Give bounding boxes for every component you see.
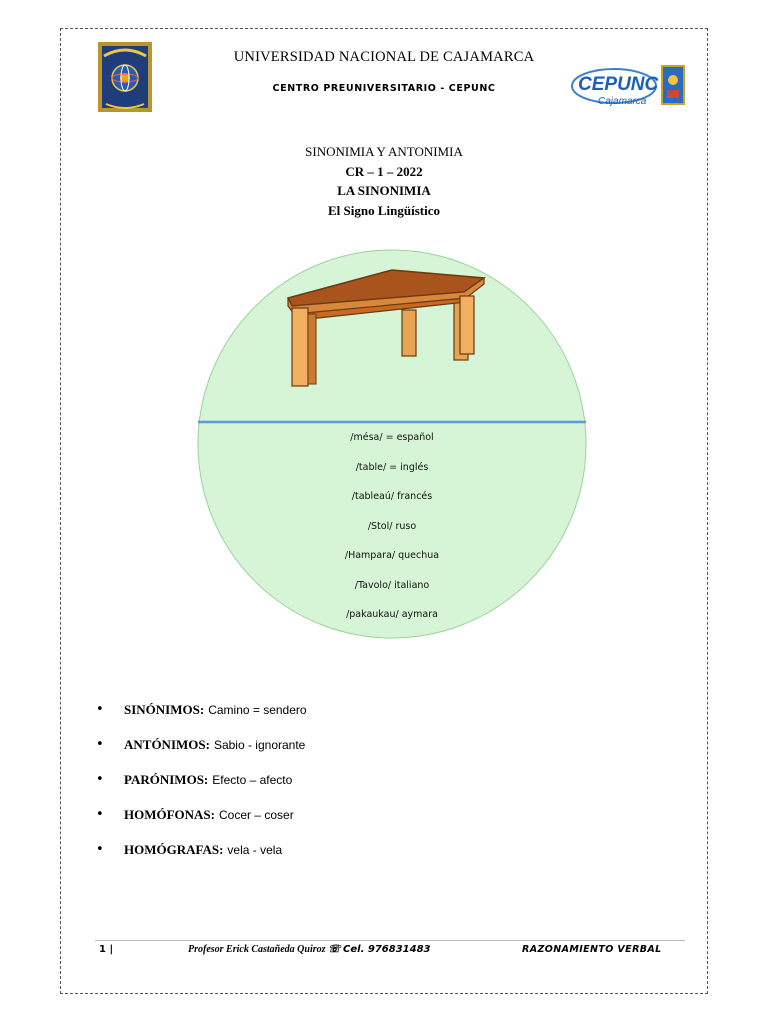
term-label: ANTÓNIMOS: [124,737,210,752]
title-line-2: CR – 1 – 2022 [345,163,423,179]
term-label: PARÓNIMOS: [124,772,209,787]
university-name: UNIVERSIDAD NACIONAL DE CAJAMARCA [233,49,535,65]
terms-list [96,702,616,877]
phone-icon: ☏ [328,944,344,955]
word-item: /Hampara/ quechua [344,550,440,561]
document-titles [234,142,534,220]
cepunc-logo-subtext: Cajamarca [598,96,647,107]
term-example: Sabio - ignorante [213,738,306,752]
term-example: Efecto – afecto [212,773,293,787]
term-example: Camino = sendero [208,703,307,717]
list-item [96,807,616,842]
word-item: /mésa/ = español [350,432,434,443]
word-item: /pakaukau/ aymara [346,609,438,620]
word-list [196,430,588,637]
title-line-3: LA SINONIMIA [337,183,431,198]
list-item [96,702,616,737]
word-item: /Stol/ ruso [367,520,417,532]
page-number: 1 | [99,944,114,955]
center-name: CENTRO PREUNIVERSITARIO - CEPUNC [272,83,496,94]
cepunc-logo-text: CEPUNC [578,74,659,95]
bullet: • [96,842,104,857]
term-example: Cocer – coser [219,808,294,822]
title-line-1: SINONIMIA Y ANTONIMIA [305,144,463,159]
title-line-4: El Signo Lingüístico [328,202,440,218]
list-item [96,737,616,772]
term-label: HOMÓFONAS: [124,807,215,822]
word-item: /Tavolo/ italiano [354,579,430,591]
term-label: HOMÓGRAFAS: [124,842,224,857]
bullet: • [96,807,104,822]
professor-phone: Cel. 976831483 [343,944,431,955]
word-item: /table/ = inglés [355,461,429,473]
bullet: • [96,737,104,752]
footer-subject: RAZONAMIENTO VERBAL [522,944,662,955]
term-example: vela - vela [227,843,283,857]
university-seal-logo [98,42,152,112]
bullet: • [96,772,104,787]
list-item [96,842,616,877]
word-item: /tableaú/ francés [351,491,433,502]
footer-divider [95,940,685,941]
list-item [96,772,616,807]
term-label: SINÓNIMOS: [124,702,205,717]
bullet: • [96,702,104,717]
footer-professor [188,944,430,955]
professor-name: Profesor Erick Castañeda Quiroz [188,944,326,955]
